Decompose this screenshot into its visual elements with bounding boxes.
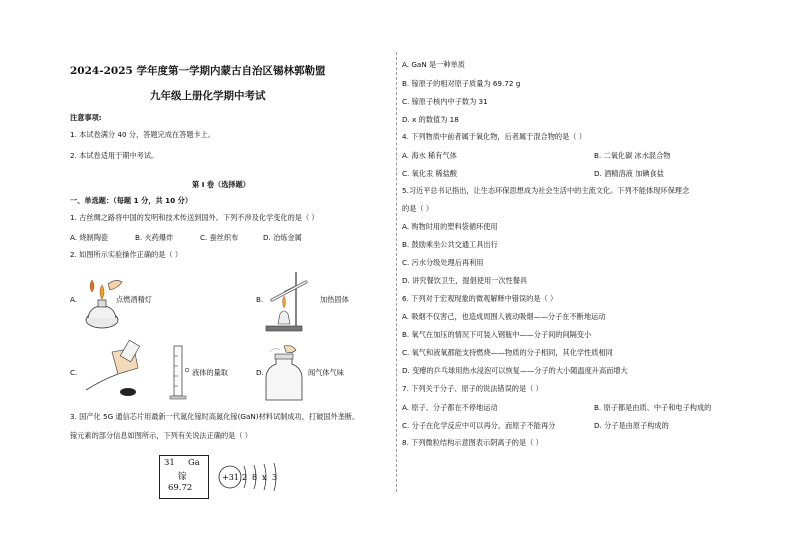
q1-option-c: C. 蚕丝织布 [200,233,239,242]
notes-heading: 注意事项: [70,113,102,122]
q6-option-b: B. 氧气在加压的情况下可装入钢瓶中——分子间的间隔变小 [402,330,592,339]
exam-title-line2: 九年级上册化学期中考试 [150,90,266,102]
q2-option-b-caption: 加热固体 [320,295,349,304]
q2-option-c-letter: C. [70,368,78,377]
q1-stem: 1. 古丝绸之路将中国的发明和技术传送到国外。下列不涉及化学变化的是（ ） [70,213,319,222]
q4-stem: 4. 下列物质中前者属于氧化物，后者属于混合物的是（ ） [402,132,586,141]
q1-option-d: D. 冶炼金属 [263,233,302,242]
q6-stem: 6. 下列对于宏观现象的微观解释中错误的是（ ） [402,294,558,303]
q6-option-a: A. 吸烟不仅害己，也造成周围人被动吸烟——分子在不断地运动 [402,312,606,321]
q4-option-c: C. 氧化汞 稀盐酸 [402,169,457,178]
q3-option-c: C. 镓原子核内中子数为 31 [402,97,488,106]
atom-shell-1: 2 [242,473,248,482]
q6-option-c: C. 氧气和液氧都能支持燃烧——物质的分子相同，其化学性质相同 [402,348,613,357]
q7-option-d: D. 分子是由原子构成的 [594,421,669,430]
q2-option-b-letter: B. [256,295,264,304]
q5-option-c: C. 污水分级处理后再利用 [402,258,484,267]
q2-option-d-letter: D. [256,368,264,377]
q2-stem: 2. 如图所示实验操作正确的是（ ） [70,250,183,259]
q2-option-a-letter: A. [70,295,78,304]
note-item-2: 2. 本试卷适用于期中考试。 [70,151,159,160]
q3-option-a: A. GaN 是一种单质 [402,60,465,69]
q6-option-d: D. 变瘪的乒乓球用热水浸泡可以恢复——分子的大小随温度升高而增大 [402,366,628,375]
q5-option-d: D. 讲究餐饮卫生，提倡使用一次性餐具 [402,276,528,285]
q5-option-a: A. 购物时用的塑料袋循环使用 [402,222,498,231]
q7-option-a: A. 原子、分子都在不停地运动 [402,403,498,412]
element-atomic-number: 31 [164,458,175,468]
q3-option-d: D. x 的数值为 18 [402,115,459,124]
q8-stem: 8. 下列微粒结构示意图表示阴离子的是（ ） [402,438,543,447]
part-title: 一、单选题：（每题 1 分，共 10 分） [70,196,193,205]
q2-option-c-caption: 液体的量取 [192,368,228,377]
q4-option-b: B. 二氧化碳 冰水混合物 [594,151,671,160]
q1-option-b: B. 火药爆炸 [135,233,174,242]
q5-option-b: B. 鼓励乘坐公共交通工具出行 [402,240,498,249]
gallium-atom-structure-diagram [218,460,288,494]
note-item-1: 1. 本试卷满分 40 分，答题完成在答题卡上。 [70,130,216,139]
volume-title: 第 I 卷（选择题） [192,180,250,189]
q7-option-c: C. 分子在化学反应中可以再分，而原子不能再分 [402,421,556,430]
liquid-measuring-figure [82,340,192,402]
atom-shell-4: 3 [272,473,278,482]
q7-stem: 7. 下列关于分子、原子的说法错误的是（ ） [402,384,543,393]
atom-nucleus-charge: +31 [222,473,239,482]
smelling-gas-figure [262,344,310,404]
q3-stem-line1: 3. 国产化 5G 通信芯片用最新一代氮化镓时高氮化镓(GaN)材料试制成功，打破国外垄断。 [70,412,360,421]
element-atomic-mass: 69.72 [168,483,193,493]
q3-stem-line2: 镓元素的部分信息如图所示，下列有关说法正确的是（ ） [70,431,252,440]
q5-stem-line2: 的是（ ） [402,204,434,213]
element-name: 镓 [178,472,187,482]
q1-option-a: A. 烧制陶瓷 [70,233,109,242]
gallium-element-card [159,455,209,499]
q5-stem-line1: 5.习近平总书记指出，让生态环保思想成为社会生活中的主流文化。下列不能体现环保理念 [402,186,690,195]
heating-solid-figure [262,266,318,334]
q4-option-a: A. 海水 稀有气体 [402,151,457,160]
q4-option-d: D. 酒精溶液 加碘食盐 [594,169,664,178]
atom-shell-2: 8 [252,473,258,482]
q7-option-b: B. 原子都是由质、中子和电子构成的 [594,403,712,412]
q3-option-b: B. 镓原子的相对原子质量为 69.72 g [402,79,521,88]
column-divider [396,52,397,492]
exam-title-line1: 2024-2025 学年度第一学期内蒙古自治区锡林郭勒盟 [70,65,326,77]
element-symbol: Ga [188,458,200,468]
atom-shell-3: x [262,473,267,482]
q2-option-d-caption: 闻气体气味 [308,368,344,377]
q2-option-a-caption: 点燃酒精灯 [116,295,152,304]
